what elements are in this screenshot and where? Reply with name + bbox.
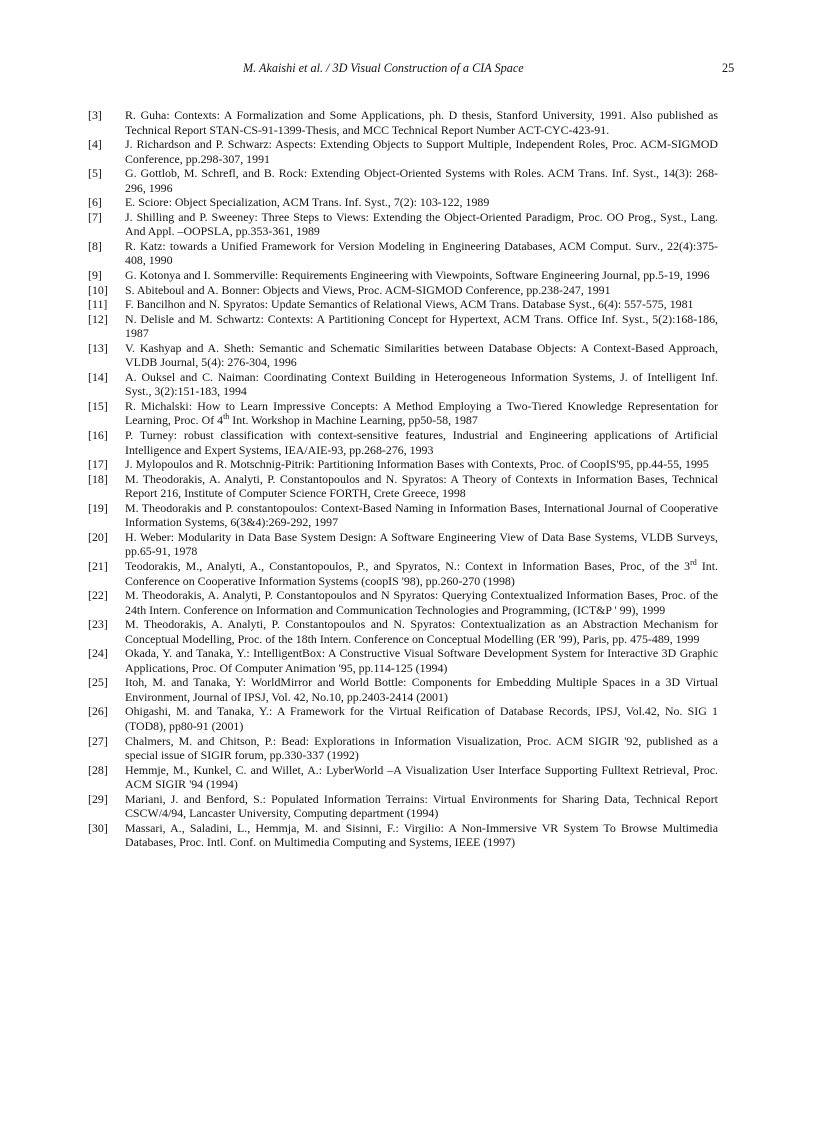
reference-number: [19] (88, 500, 108, 515)
reference-text: R. Katz: towards a Unified Framework for Version Modeling in Engineering Databases, ACM Comput. Surv., 22(4):375-408, 1990 (125, 238, 718, 268)
reference-number: [27] (88, 733, 108, 748)
reference-text: G. Kotonya and I. Sommerville: Requirements Engineering with Viewpoints, Software Engineering Journal, pp.5-19, 1996 (125, 268, 710, 283)
running-head (0, 60, 816, 76)
reference-text-part: Teodorakis, M., Analyti, A., Constantopoulos, P., and Spyratos, N.: Context in Information Bases, Proc, of the 3 (125, 558, 691, 573)
reference-item (88, 283, 718, 298)
reference-number: [26] (88, 704, 108, 719)
running-title: M. Akaishi et al. / 3D Visual Construction of a CIA Space (243, 61, 524, 75)
reference-number: [15] (88, 398, 108, 413)
reference-text-part: Int. Workshop in Machine Learning, pp50-58, 1987 (229, 413, 478, 428)
reference-text: E. Sciore: Object Specialization, ACM Trans. Inf. Syst., 7(2): 103-122, 1989 (125, 195, 490, 210)
reference-number: [10] (88, 282, 108, 297)
reference-text: J. Richardson and P. Schwarz: Aspects: Extending Objects to Support Multiple, Independent Roles, Proc. ACM-SIGMOD Conference, pp.298-307, 1991 (125, 137, 718, 166)
reference-text: H. Weber: Modularity in Data Base System Design: A Software Engineering View of Data Base Systems, VLDB Surveys, pp.65-91, 1978 (125, 529, 718, 559)
reference-text: V. Kashyap and A. Sheth: Semantic and Schematic Similarities between Database Objects: A Context-Based Approach, VLDB Journal, 5(4): 276-304, 1996 (125, 340, 718, 370)
reference-item (88, 399, 718, 428)
reference-text: M. Theodorakis and P. constantopoulos: Context-Based Naming in Information Bases, International Journal of Cooperative Information Systems, 6(3&4):269-292, 1997 (125, 500, 718, 530)
reference-number: [14] (88, 369, 108, 384)
reference-number: [20] (88, 529, 108, 544)
reference-item (88, 268, 718, 283)
reference-item (88, 239, 718, 268)
reference-number: [29] (88, 791, 108, 806)
reference-number: [30] (88, 820, 108, 835)
reference-item (88, 792, 718, 821)
reference-text: Okada, Y. and Tanaka, Y.: IntelligentBox: A Constructive Visual Software Development System for Interactive 3D Graphic Applications, Proc. Of Computer Animation '95, pp.114-125 (1994) (125, 646, 718, 675)
reference-item (88, 137, 718, 166)
reference-item (88, 195, 718, 210)
reference-item (88, 588, 718, 617)
reference-number: [17] (88, 457, 108, 472)
reference-item (88, 763, 718, 792)
reference-text: M. Theodorakis, A. Analyti, P. Constantopoulos and N Spyratos: Querying Contextualized Information Bases, Proc. of the 24th Intern. Conference on Information and Communication Technologies and Programming, (ICT&P ' 99), 1999 (125, 588, 718, 617)
reference-text: M. Theodorakis, A. Analyti, P. Constantopoulos and N. Spyratos: Contextualization as an Abstraction Mechanism for Conceptual Modelling, Proc. of the 18th Intern. Conference on Conceptual Modelling (ER '99), Paris, pp. 475-489, 1999 (125, 617, 718, 646)
reference-item (88, 646, 718, 675)
reference-text: Itoh, M. and Tanaka, Y: WorldMirror and World Bottle: Components for Embedding Multiple Spaces in a 3D Virtual Environment, Journal of IPSJ, Vol. 42, No.10, pp.2403-2414 (2001) (125, 675, 718, 704)
reference-item (88, 559, 718, 588)
reference-text: Hemmje, M., Kunkel, C. and Willet, A.: LyberWorld –A Visualization User Interface Supporting Fulltext Retrieval, Proc. ACM SIGIR '94 (1994) (125, 762, 718, 792)
reference-text: Mariani, J. and Benford, S.: Populated Information Terrains: Virtual Environments for Sharing Data, Technical Report CSCW/4/94, Lancaster University, Computing department (1994) (125, 791, 718, 821)
reference-item (88, 704, 718, 733)
reference-item (88, 675, 718, 704)
reference-number: [25] (88, 675, 108, 690)
reference-number: [7] (88, 209, 102, 224)
reference-item (88, 108, 718, 137)
reference-text: J. Mylopoulos and R. Motschnig-Pitrik: Partitioning Information Bases with Contexts, Proc. of CoopIS'95, pp.44-55, 1995 (125, 457, 709, 472)
reference-item (88, 457, 718, 472)
reference-number: [4] (88, 137, 102, 152)
reference-text: N. Delisle and M. Schwartz: Contexts: A Partitioning Concept for Hypertext, ACM Trans. Office Inf. Syst., 5(2):168-186, 1987 (125, 311, 718, 341)
reference-number: [23] (88, 617, 108, 632)
reference-text: G. Gottlob, M. Schrefl, and B. Rock: Extending Object-Oriented Systems with Roles. ACM Trans. Inf. Syst., 14(3): 268-296, 1996 (125, 166, 718, 195)
reference-text: Massari, A., Saladini, L., Hemmja, M. and Sisinni, F.: Virgilio: A Non-Immersive VR System To Browse Multimedia Databases, Proc. Intl. Conf. on Multimedia Computing and Systems, IEEE (1997) (125, 820, 718, 850)
reference-item (88, 166, 718, 195)
reference-list (88, 108, 718, 850)
reference-text (125, 559, 718, 588)
reference-text: R. Guha: Contexts: A Formalization and Some Applications, ph. D thesis, Stanford University, 1991. Also published as Technical Report STAN-CS-91-1399-Thesis, and MCC Technical Report Number ACT-CYC-423-91. (125, 108, 718, 137)
reference-number: [5] (88, 166, 102, 181)
reference-number: [13] (88, 340, 108, 355)
reference-number: [3] (88, 108, 102, 122)
reference-number: [8] (88, 238, 102, 253)
reference-text: Chalmers, M. and Chitson, P.: Bead: Explorations in Information Visualization, Proc. ACM SIGIR '92, published as a special issue of SIGIR forum, pp.330-337 (1992) (125, 733, 718, 763)
ordinal-superscript: th (223, 412, 230, 422)
reference-number: [24] (88, 646, 108, 661)
reference-item (88, 341, 718, 370)
reference-item (88, 821, 718, 850)
reference-item (88, 734, 718, 763)
reference-item (88, 428, 718, 457)
reference-item (88, 312, 718, 341)
reference-number: [18] (88, 471, 108, 486)
reference-text (125, 399, 718, 428)
reference-text: S. Abiteboul and A. Bonner: Objects and Views, Proc. ACM-SIGMOD Conference, pp.238-247, 1991 (125, 282, 611, 297)
reference-item (88, 210, 718, 239)
page-number: 25 (722, 61, 735, 75)
reference-text: M. Theodorakis, A. Analyti, P. Constantopoulos and N. Spyratos: A Theory of Contexts in Information Bases, Technical Report 216, Institute of Computer Science FORTH, Crete Greece, 1998 (125, 471, 718, 501)
ordinal-superscript: rd (690, 557, 697, 567)
reference-number: [28] (88, 762, 108, 777)
reference-number: [6] (88, 195, 102, 210)
reference-text-part: Int. Conference on Cooperative Information Systems (coopIS '98), pp.260-270 (1998) (125, 558, 718, 588)
reference-item (88, 297, 718, 312)
reference-text: J. Shilling and P. Sweeney: Three Steps to Views: Extending the Object-Oriented Paradigm, Proc. OO Prog., Syst., Lang. And Appl. –OOPSLA, pp.353-361, 1989 (125, 209, 718, 239)
reference-text: A. Ouksel and C. Naiman: Coordinating Context Building in Heterogeneous Information Systems, J. of Intelligent Inf. Syst., 3(2):151-183, 1994 (125, 369, 718, 399)
reference-number: [16] (88, 428, 108, 443)
reference-number: [11] (88, 297, 108, 312)
reference-item (88, 472, 718, 501)
reference-item (88, 370, 718, 399)
reference-text: P. Turney: robust classification with context-sensitive features, Industrial and Engineering applications of Artificial Intelligence and Expert Systems, IEA/AIE-93, pp.268-276, 1993 (125, 428, 718, 457)
reference-number: [9] (88, 268, 102, 283)
reference-item (88, 617, 718, 646)
reference-number: [21] (88, 558, 108, 573)
reference-text-part: R. Michalski: How to Learn Impressive Concepts: A Method Employing a Two-Tiered Knowledge Representation for Learning, Proc. Of 4 (125, 398, 718, 428)
reference-text: F. Bancilhon and N. Spyratos: Update Semantics of Relational Views, ACM Trans. Database Syst., 6(4): 557-575, 1981 (125, 297, 694, 312)
reference-item (88, 501, 718, 530)
reference-number: [22] (88, 588, 108, 603)
reference-number: [12] (88, 311, 108, 326)
reference-text: Ohigashi, M. and Tanaka, Y.: A Framework for the Virtual Reification of Database Records, IPSJ, Vol.42, No. SIG 1 (TOD8), pp80-91 (2001) (125, 704, 718, 733)
reference-item (88, 530, 718, 559)
